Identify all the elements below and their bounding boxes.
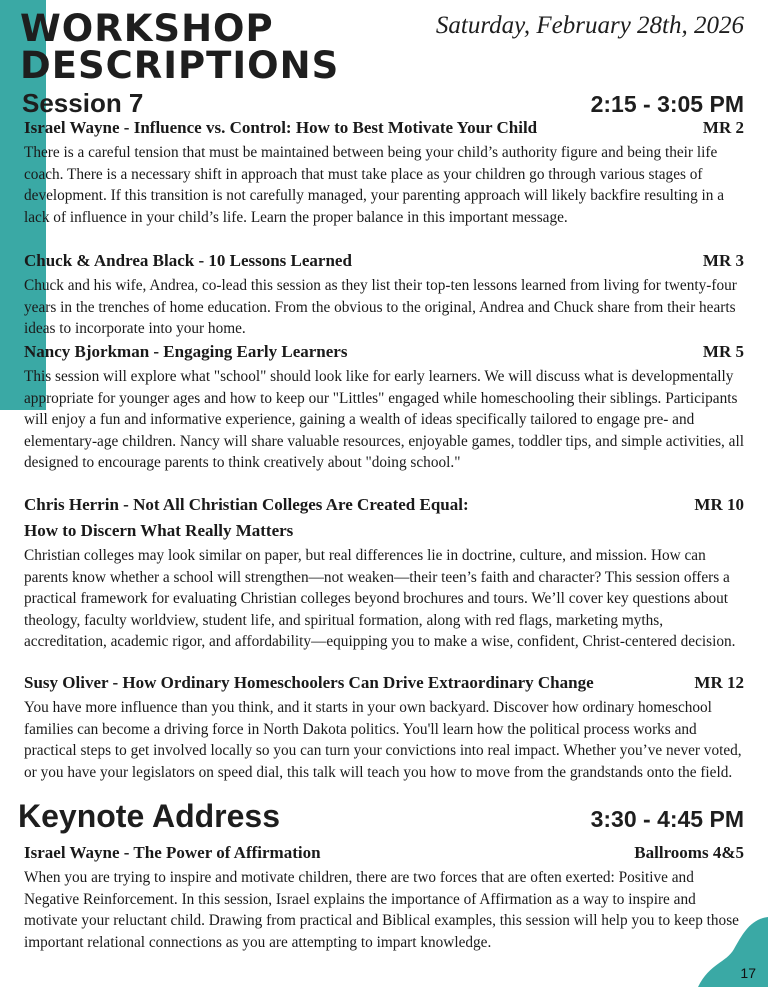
workshop-description: This session will explore what "school" should look like for early learners. We will discuss what is developmentally appropriate for younger ages and how to keep our "Littles" engaged while homeschooling their siblings. Participants will enjoy a fun and informative experience, gaining a wealth of ideas specifically tailored to engage pre- and elementary-age children. Nancy will share valuable resources, enjoyable games, toddler tips, and simple activities, all designed to encourage parents to think creatively about "doing school." — [24, 368, 744, 472]
keynote-title: Keynote Address — [18, 798, 280, 834]
workshop-item — [24, 494, 744, 653]
workshop-room: MR 3 — [702, 251, 744, 270]
page-number: 17 — [740, 965, 756, 981]
workshop-title: Chuck & Andrea Black - 10 Lessons Learned — [24, 251, 352, 270]
keynote-time: 3:30 - 4:45 PM — [590, 806, 744, 832]
page-title-line1: WORKSHOP — [20, 7, 274, 50]
workshop-title: Chris Herrin - Not All Christian Colleges Are Created Equal: — [24, 495, 469, 514]
workshop-title: Israel Wayne - Influence vs. Control: How to Best Motivate Your Child — [24, 118, 538, 137]
keynote-item — [24, 842, 744, 953]
workshop-description: Christian colleges may look similar on paper, but real differences lie in doctrine, culture, and mission. How can parents know whether a school will strengthen—not weaken—their teen’s faith and character? This session offers a practical framework for evaluating Christian colleges beyond brochures and tours. We’ll cover key questions about theology, faculty worldview, student life, and spiritual formation, along with red flags, marketing myths, accreditation, academic rigor, and affordability—equipping you to make a wise, confident, Christ-centered decision. — [24, 547, 736, 651]
workshop-title: Susy Oliver - How Ordinary Homeschoolers Can Drive Extraordinary Change — [24, 673, 594, 692]
workshop-item — [24, 250, 744, 340]
session-time: 2:15 - 3:05 PM — [590, 91, 744, 117]
keynote-room: Ballrooms 4&5 — [634, 843, 744, 862]
workshop-room: MR 10 — [694, 495, 744, 514]
workshop-description: You have more influence than you think, and it starts in your own backyard. Discover how ordinary homeschool families can become a driving force in North Dakota politics. You'll learn how the political process works and practical steps to get involved locally so you can turn your convictions into real impact. Whether you’ve never voted, or you have your legislators on speed dial, this talk will teach you how to move from the grandstands onto the field. — [24, 699, 742, 781]
keynote-speaker-title: Israel Wayne - The Power of Affirmation — [24, 843, 321, 862]
workshop-room: MR 5 — [702, 342, 744, 361]
workshop-item — [24, 672, 744, 783]
workshop-item — [24, 117, 744, 228]
workshop-room: MR 12 — [694, 673, 744, 692]
workshop-room: MR 2 — [702, 118, 744, 137]
workshop-item — [24, 341, 744, 474]
page-title-line2: DESCRIPTIONS — [20, 44, 340, 87]
event-date: Saturday, February 28th, 2026 — [435, 12, 744, 39]
keynote-header — [18, 798, 744, 835]
session-title: Session 7 — [22, 88, 144, 118]
session-header — [22, 88, 744, 119]
keynote-description: When you are trying to inspire and motivate children, there are two forces that are often exerted: Positive and Negative Reinforcement. In this session, Israel explains the importance of Affirmation as a way to inspire and motivate your reluctant child. Drawing from practical and Biblical examples, this session will help you to keep those important relational connections as you are attempting to impart knowledge. — [24, 869, 739, 951]
workshop-subtitle: How to Discern What Really Matters — [24, 521, 294, 540]
workshop-description: There is a careful tension that must be maintained between being your child’s authority figure and being their life coach. There is a necessary shift in approach that must take place as your children go through various stages of development. If this transition is not carefully managed, your parenting approach will likely backfire resulting in a lack of influence in your child’s life. Learn the proper balance in this important message. — [24, 144, 725, 226]
page-title — [20, 7, 340, 87]
workshop-description: Chuck and his wife, Andrea, co-lead this session as they list their top-ten lessons learned from living for twenty-four years in the trenches of home education. From the obvious to the original, Andrea and Chuck share from their hearts ideas to incorporate into your home. — [24, 277, 737, 338]
workshop-title: Nancy Bjorkman - Engaging Early Learners — [24, 342, 348, 361]
